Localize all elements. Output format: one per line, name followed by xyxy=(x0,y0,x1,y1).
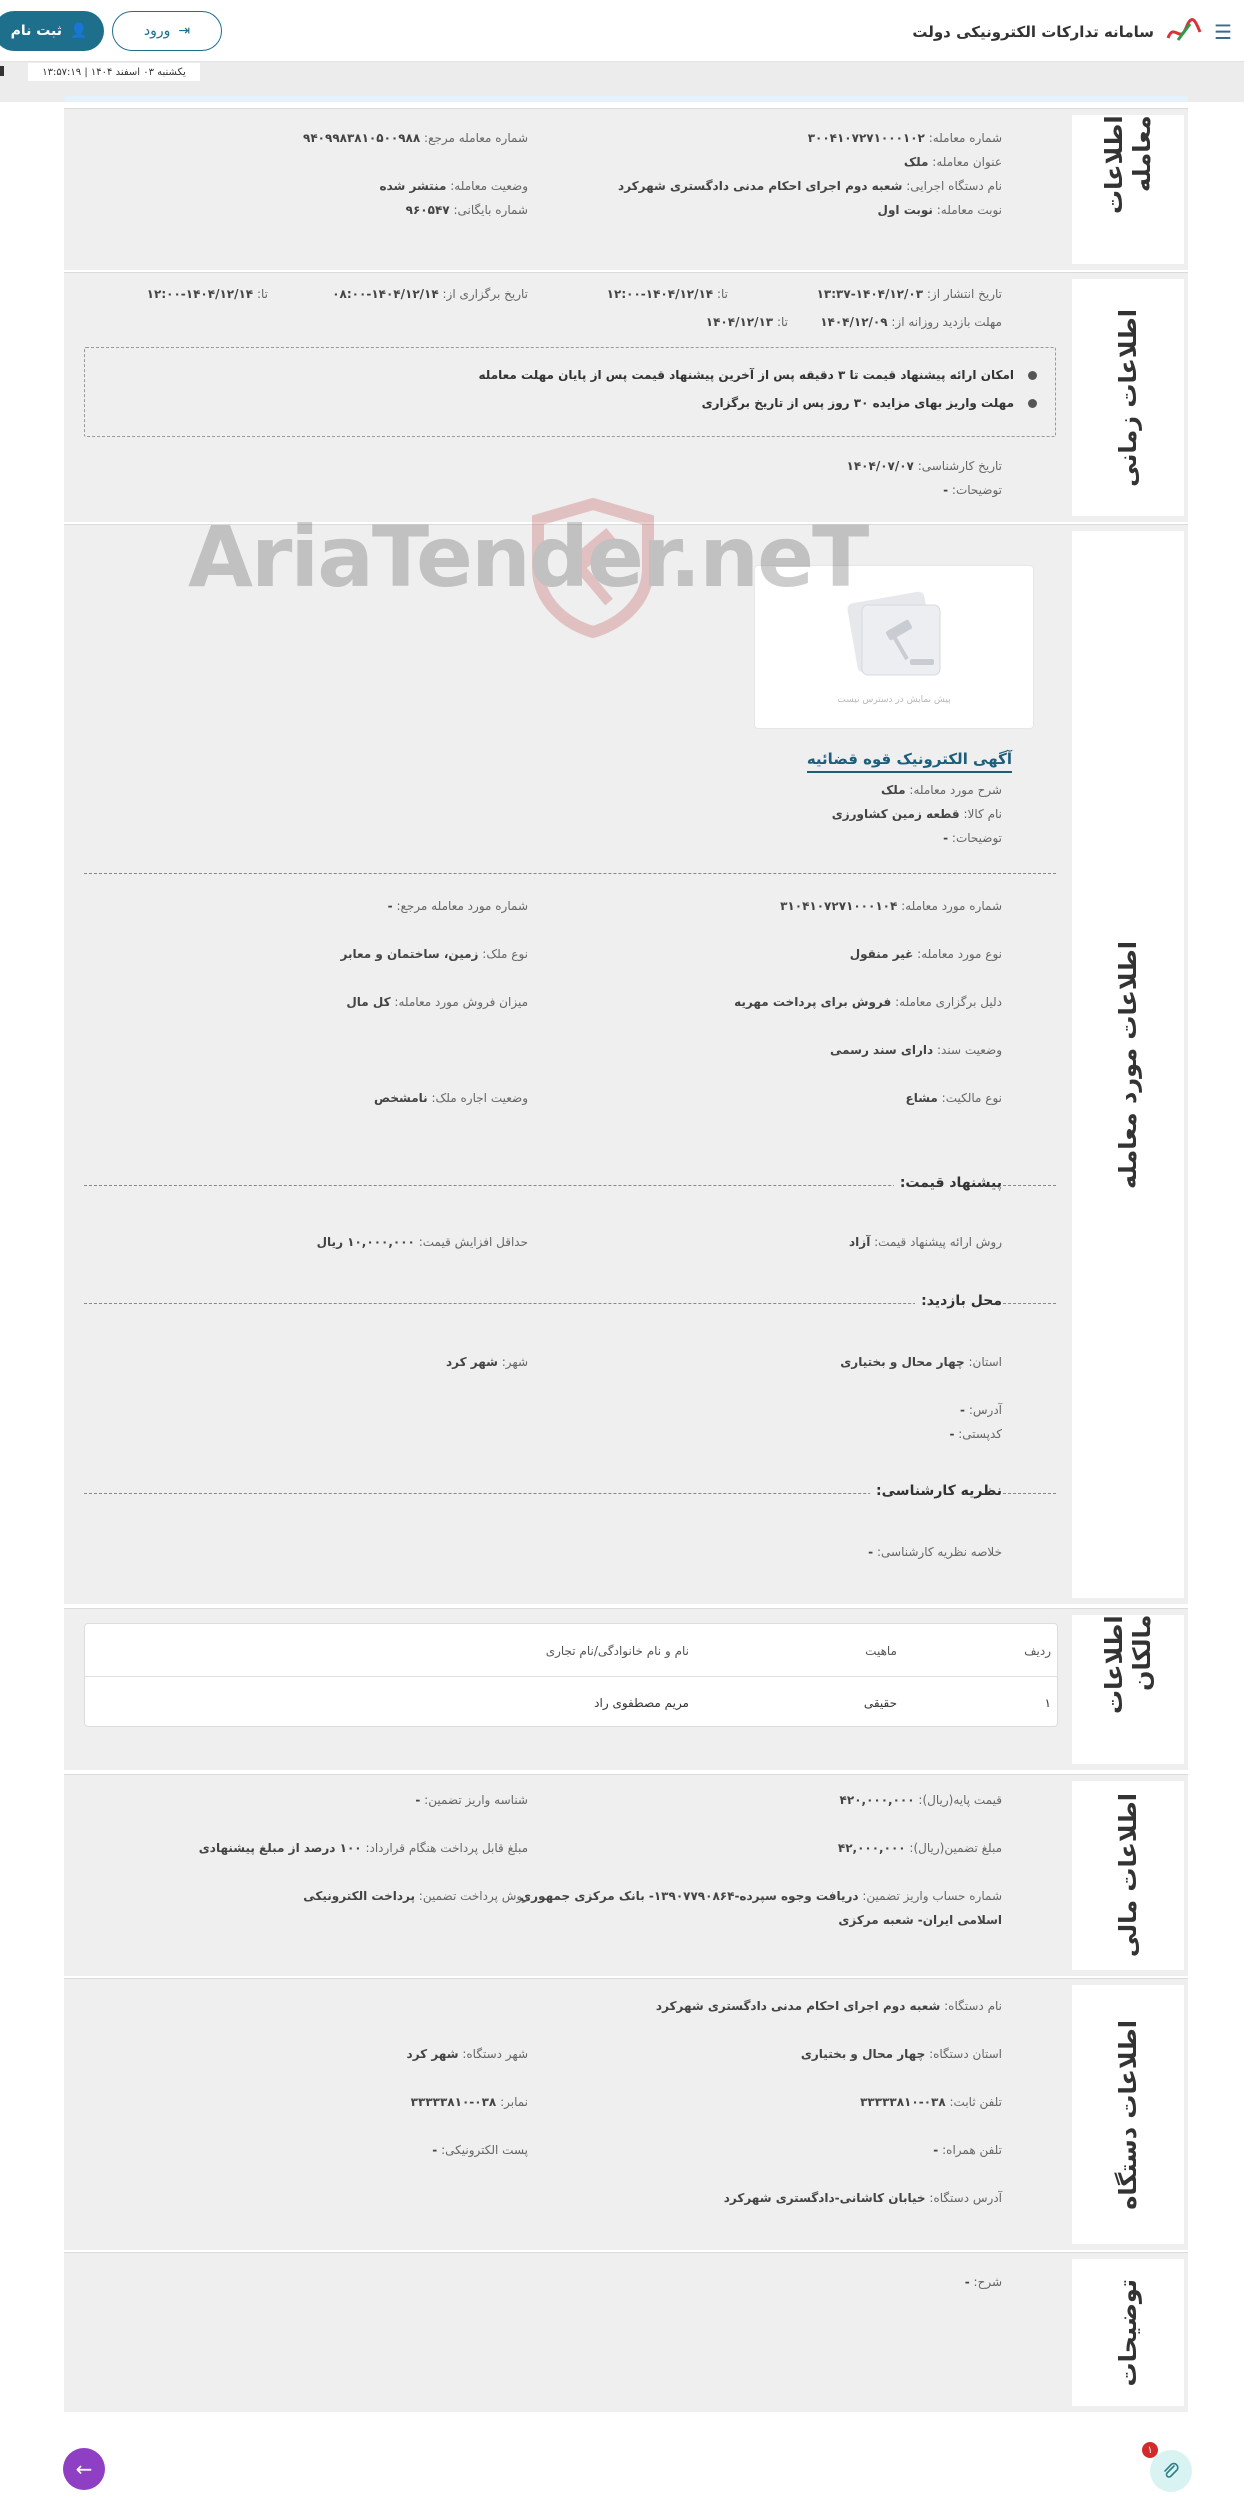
section-title-org: اطلاعات دستگاه xyxy=(1072,1985,1184,2244)
field-ref-number: شماره معامله مرجع: ۹۴۰۹۹۸۳۸۱۰۵۰۰۹۸۸ xyxy=(303,131,528,145)
field-doc-status: وضعیت سند: دارای سند رسمی xyxy=(829,1043,1002,1057)
item-image-placeholder xyxy=(754,565,1034,729)
user-icon[interactable] xyxy=(0,66,4,76)
info-strip xyxy=(64,96,1188,102)
section-title-owners: اطلاعات مالکان xyxy=(1072,1615,1184,1764)
register-button[interactable] xyxy=(0,11,104,51)
field-turn: نوبت معامله: نوبت اول xyxy=(877,203,1002,217)
field-expert-summary: خلاصه نظریه کارشناسی: - xyxy=(868,1545,1002,1559)
field-account-cont: اسلامی ایران- شعبه مرکزی xyxy=(838,1913,1002,1927)
table-header-row-num: ردیف xyxy=(1024,1644,1051,1658)
gavel-placeholder-icon xyxy=(824,589,964,689)
note-item: مهلت واریز بهای مزایده ۳۰ روز پس از تاریخ برگزاری xyxy=(702,396,1037,410)
section-owners xyxy=(64,1608,1188,1770)
section-item-info xyxy=(64,524,1188,1604)
field-property-type: نوع ملک: زمین، ساختمان و معابر xyxy=(340,947,528,961)
field-hold-to: تا: ۱۴۰۴/۱۲/۱۴-۱۲:۰۰ xyxy=(146,287,268,301)
divider xyxy=(84,873,1056,874)
field-base-price: قیمت پایه(ریال): ۴۲۰,۰۰۰,۰۰۰ xyxy=(839,1793,1002,1807)
field-executor: نام دستگاه اجرایی: شعبه دوم اجرای احکام مدنی دادگستری شهرکرد xyxy=(618,179,1002,193)
field-org-address: آدرس دستگاه: خیابان کاشانی-دادگستری شهرکرد xyxy=(723,2191,1002,2205)
table-divider xyxy=(85,1676,1057,1677)
field-payment-method: روش پرداخت تضمین: پرداخت الکترونیکی xyxy=(303,1889,528,1903)
table-header-nature: ماهیت xyxy=(865,1644,897,1658)
section-deal-info xyxy=(64,108,1188,270)
login-button[interactable] xyxy=(112,11,222,51)
notes-box xyxy=(84,347,1056,437)
brand xyxy=(912,18,1232,46)
note-item: امکان ارائه پیشنهاد قیمت تا ۳ دقیقه پس از آخرین پیشنهاد قیمت پس از پایان مهلت معامله xyxy=(479,368,1037,382)
field-archive: شماره بایگانی: ۹۶۰۵۴۷ xyxy=(405,203,528,217)
field-ownership: نوع مالکیت: مشاع xyxy=(905,1091,1002,1105)
section-time-info xyxy=(64,272,1188,522)
field-city: شهر: شهر کرد xyxy=(445,1355,528,1369)
field-address: آدرس: - xyxy=(960,1403,1002,1417)
field-publish-from: تاریخ انتشار از: ۱۴۰۴/۱۲/۰۳-۱۳:۳۷ xyxy=(816,287,1002,301)
section-title-financial: اطلاعات مالی xyxy=(1072,1781,1184,1970)
field-fax: نمابر: ۰۳۸-۳۳۳۳۳۸۱۰ xyxy=(410,2095,528,2109)
field-org-province: استان دستگاه: چهار محال و بختیاری xyxy=(800,2047,1002,2061)
field-email: پست الکترونیکی: - xyxy=(432,2143,528,2157)
field-mobile: تلفن همراه: - xyxy=(933,2143,1002,2157)
owners-table xyxy=(84,1623,1058,1727)
watermark-text: AriaTender.neT xyxy=(188,508,868,606)
price-heading: پیشنهاد قیمت: xyxy=(894,1175,1002,1191)
paperclip-icon xyxy=(1161,2461,1181,2481)
field-postal: کدپستی: - xyxy=(949,1427,1002,1441)
field-org-city: شهر دستگاه: شهر کرد xyxy=(406,2047,528,2061)
field-org-name: نام دستگاه: شعبه دوم اجرای احکام مدنی دادگستری شهرکرد xyxy=(655,1999,1002,2013)
field-visit-from: مهلت بازدید روزانه از: ۱۴۰۴/۱۲/۰۹ xyxy=(820,315,1002,329)
section-title-descriptions: توضیحات xyxy=(1072,2259,1184,2406)
datetime-display: یکشنبه ۰۳ اسفند ۱۴۰۴ | ۱۳:۵۷:۱۹ xyxy=(28,63,200,81)
login-label: ورود xyxy=(143,23,171,39)
field-sale-amount: میزان فروش مورد معامله: کل مال xyxy=(346,995,528,1009)
field-status: وضعیت معامله: منتشر شده xyxy=(379,179,528,193)
expert-heading: نظریه کارشناسی: xyxy=(870,1483,1002,1499)
field-reason: دلیل برگزاری معامله: فروش برای پرداخت مهریه xyxy=(734,995,1002,1009)
table-cell-name: مریم مصطفوی راد xyxy=(594,1696,689,1710)
top-navbar xyxy=(0,0,1244,62)
attachments-button[interactable] xyxy=(1150,2450,1192,2492)
image-placeholder-caption: پیش نمایش در دسترس نیست xyxy=(837,695,951,705)
table-header-name: نام و نام خانوادگی/نام تجاری xyxy=(545,1644,689,1658)
field-expert-date: تاریخ کارشناسی: ۱۴۰۴/۰۷/۰۷ xyxy=(846,459,1002,473)
field-phone: تلفن ثابت: ۰۳۸-۳۳۳۳۳۸۱۰ xyxy=(860,2095,1002,2109)
divider xyxy=(84,1303,1056,1304)
field-guarantee: مبلغ تضمین(ریال): ۴۲,۰۰۰,۰۰۰ xyxy=(837,1841,1002,1855)
add-user-icon: 👤 xyxy=(70,23,88,39)
field-goods: نام کالا: قطعه زمین کشاورزی xyxy=(831,807,1002,821)
field-payable: مبلغ قابل پرداخت هنگام قرارداد: ۱۰۰ درصد از مبلغ پیشنهادی xyxy=(198,1841,528,1855)
field-publish-to: تا: ۱۴۰۴/۱۲/۱۴-۱۲:۰۰ xyxy=(606,287,728,301)
field-province: استان: چهار محال و بختیاری xyxy=(840,1355,1002,1369)
field-item-number: شماره مورد معامله: ۳۱۰۴۱۰۷۲۷۱۰۰۰۱۰۴ xyxy=(780,899,1002,913)
site-title[interactable]: سامانه تدارکات الکترونیکی دولت xyxy=(912,23,1154,41)
table-cell-nature: حقیقی xyxy=(863,1696,897,1710)
field-item-ref: شماره مورد معامله مرجع: - xyxy=(387,899,528,913)
section-org-info xyxy=(64,1978,1188,2250)
register-label: ثبت نام xyxy=(10,23,63,39)
field-item-notes: توضیحات: - xyxy=(943,831,1002,845)
field-account: شماره حساب واریز تضمین: دریافت وجوه سپرده-۱۳۹۰۷۷۹۰۸۶۴- بانک مرکزی جمهوری xyxy=(520,1889,1002,1903)
field-subject: عنوان معامله: ملک xyxy=(903,155,1002,169)
field-visit-to: تا: ۱۴۰۴/۱۲/۱۳ xyxy=(705,315,788,329)
login-icon: ⇥ xyxy=(178,23,191,39)
section-title-time: اطلاعات زمانی xyxy=(1072,279,1184,516)
hamburger-icon[interactable]: ☰ xyxy=(1214,20,1232,44)
table-cell-row-num: ۱ xyxy=(1044,1696,1051,1710)
ad-title-link[interactable]: آگهی الکترونیک قوه قضائیه xyxy=(807,750,1012,773)
field-desc: شرح: - xyxy=(964,2275,1002,2289)
attachments-count-badge: ۱ xyxy=(1142,2442,1158,2458)
field-hold-from: تاریخ برگزاری از: ۱۴۰۴/۱۲/۱۴-۰۸:۰۰ xyxy=(332,287,528,301)
section-descriptions xyxy=(64,2252,1188,2412)
field-deal-number: شماره معامله: ۳۰۰۴۱۰۷۲۷۱۰۰۰۱۰۲ xyxy=(807,131,1002,145)
field-min-increase: حداقل افزایش قیمت: ۱۰,۰۰۰,۰۰۰ ریال xyxy=(316,1235,528,1249)
section-title-deal: اطلاعات معامله xyxy=(1072,115,1184,264)
visit-heading: محل بازدید: xyxy=(915,1293,1002,1309)
arrow-left-icon: ← xyxy=(75,2457,93,2481)
field-lease: وضعیت اجاره ملک: نامشخص xyxy=(374,1091,528,1105)
section-title-item: اطلاعات مورد معامله xyxy=(1072,531,1184,1598)
field-time-desc: توضیحات: - xyxy=(943,483,1002,497)
field-price-method: روش ارائه پیشنهاد قیمت: آزاد xyxy=(849,1235,1002,1249)
field-deposit-id: شناسه واریز تضمین: - xyxy=(415,1793,528,1807)
field-item-desc: شرح مورد معامله: ملک xyxy=(880,783,1002,797)
back-button[interactable] xyxy=(63,2448,105,2490)
section-financial xyxy=(64,1774,1188,1976)
field-item-type: نوع مورد معامله: غیر منقول xyxy=(849,947,1002,961)
setad-logo-icon[interactable] xyxy=(1164,18,1204,46)
